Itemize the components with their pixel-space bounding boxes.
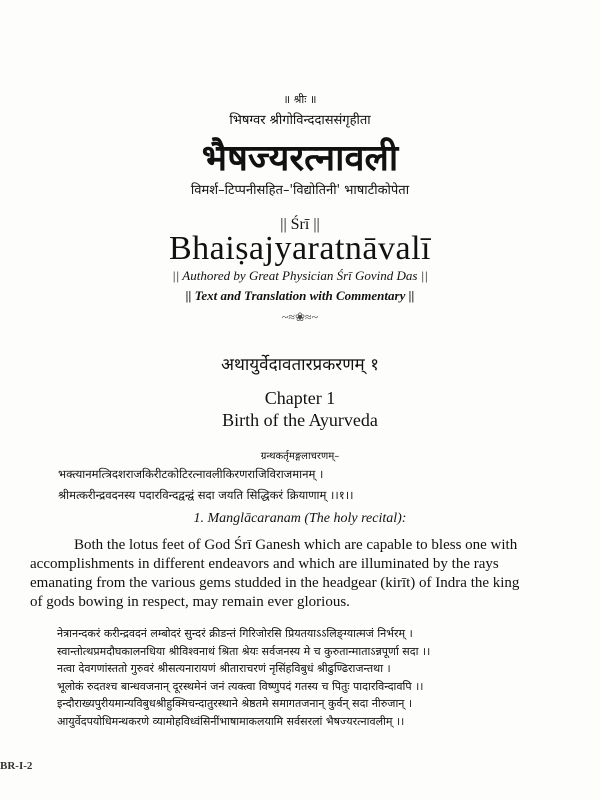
text-translation-line: || Text and Translation with Commentary || (185, 288, 415, 303)
title-devanagari: भैषज्यरत्नावली (201, 138, 399, 179)
translation-line: accomplishments in different endeavors and which are illuminated by the rays (30, 556, 499, 572)
commentary-line: विमर्श–टिप्पनीसहित–'विद्योतिनी' भाषाटीकोपेता (190, 183, 410, 198)
translation-paragraph (30, 536, 570, 612)
verse-line: इन्दौराख्यपुरीयमान्यविबुधश्रीहुक्मिचन्दातुरस्थाने श्रेष्ठतमे समागतजनान् कुर्वन् सदा नीरुजान् । (57, 697, 413, 710)
verse-block (57, 625, 430, 730)
verse-line: भूलोकं रुदतश्च बान्धवजनान् दूरस्थमेनं जनं त्यक्त्वा विष्णुपदं गतस्य च पितुः पादारविन्दावपि ।। (57, 679, 424, 693)
title-roman: Bhaiṣajyaratnāvalī (168, 230, 431, 267)
chapter-sanskrit-heading: अथायुर्वेदावतारप्रकरणम् १ (221, 355, 379, 375)
sri-roman: || Śrī || (280, 216, 320, 233)
chapter-title: Birth of the Ayurveda (222, 410, 378, 430)
authored-by: || Authored by Great Physician Śrī Govind Das || (172, 268, 428, 283)
translation-line: Both the lotus feet of God Śrī Ganesh which are capable to bless one with (74, 537, 518, 553)
chapter-number: Chapter 1 (264, 388, 336, 408)
invocation-verse-line: भक्त्यानमत्त्रिदशराजकिरीटकोटिरत्नावलीकिरणराजिविराजमानम् । (58, 467, 324, 481)
translation-line: of gods bowing in respect, may remain ever glorious. (30, 594, 350, 610)
invocation-verse-line: श्रीमत्करीन्द्रवदनस्य पदारविन्दद्वन्द्वं सदा जयति सिद्धिकरं क्रियाणाम् ।।१।। (58, 488, 354, 502)
verse-line: स्वान्तोत्थप्रमदौघकालनधिया श्रीविश्वनाथं श्रिता श्रेयः सर्वजनस्य मे च कुरुतान्माताऽन्नपूर्णा सदा ।। (57, 644, 431, 658)
signature-mark: BR-I-2 (0, 760, 33, 772)
compiler-line: भिषग्वर श्रीगोविन्ददाससंगृहीता (229, 113, 371, 128)
translation-heading: 1. Manglācaranam (The holy recital): (193, 511, 407, 526)
invocation-heading: ग्रन्थकर्तृमङ्गलाचरणम्– (260, 451, 340, 462)
verse-line: नत्वा देवगणांस्ततो गुरुवरं श्रीसत्यनारायणं श्रीताराचरणं नृसिंहविबुधं श्रीढुण्ढिराजन्तथा । (57, 662, 391, 675)
sri-invocation: ॥ श्रीः ॥ (283, 93, 317, 106)
verse-line: नेत्रानन्दकरं करीन्द्रवदनं लम्बोदरं सुन्दरं क्रीडन्तं गिरिजोरसि प्रियतयाऽऽलिङ्ग्यात्मजं निर्भरम् । (57, 627, 413, 640)
ornament-divider: ~≈❀≈~ (281, 310, 319, 324)
translation-line: emanating from the various gems studded in the headgear (kirīt) of Indra the king (30, 575, 520, 591)
verse-line: आयुर्वेदपयोधिमन्थकरणे व्यामोहविध्वंसिनींभाषामाकलयामि सर्वसरलां भैषज्यरत्नावलीम् ।। (57, 714, 405, 728)
